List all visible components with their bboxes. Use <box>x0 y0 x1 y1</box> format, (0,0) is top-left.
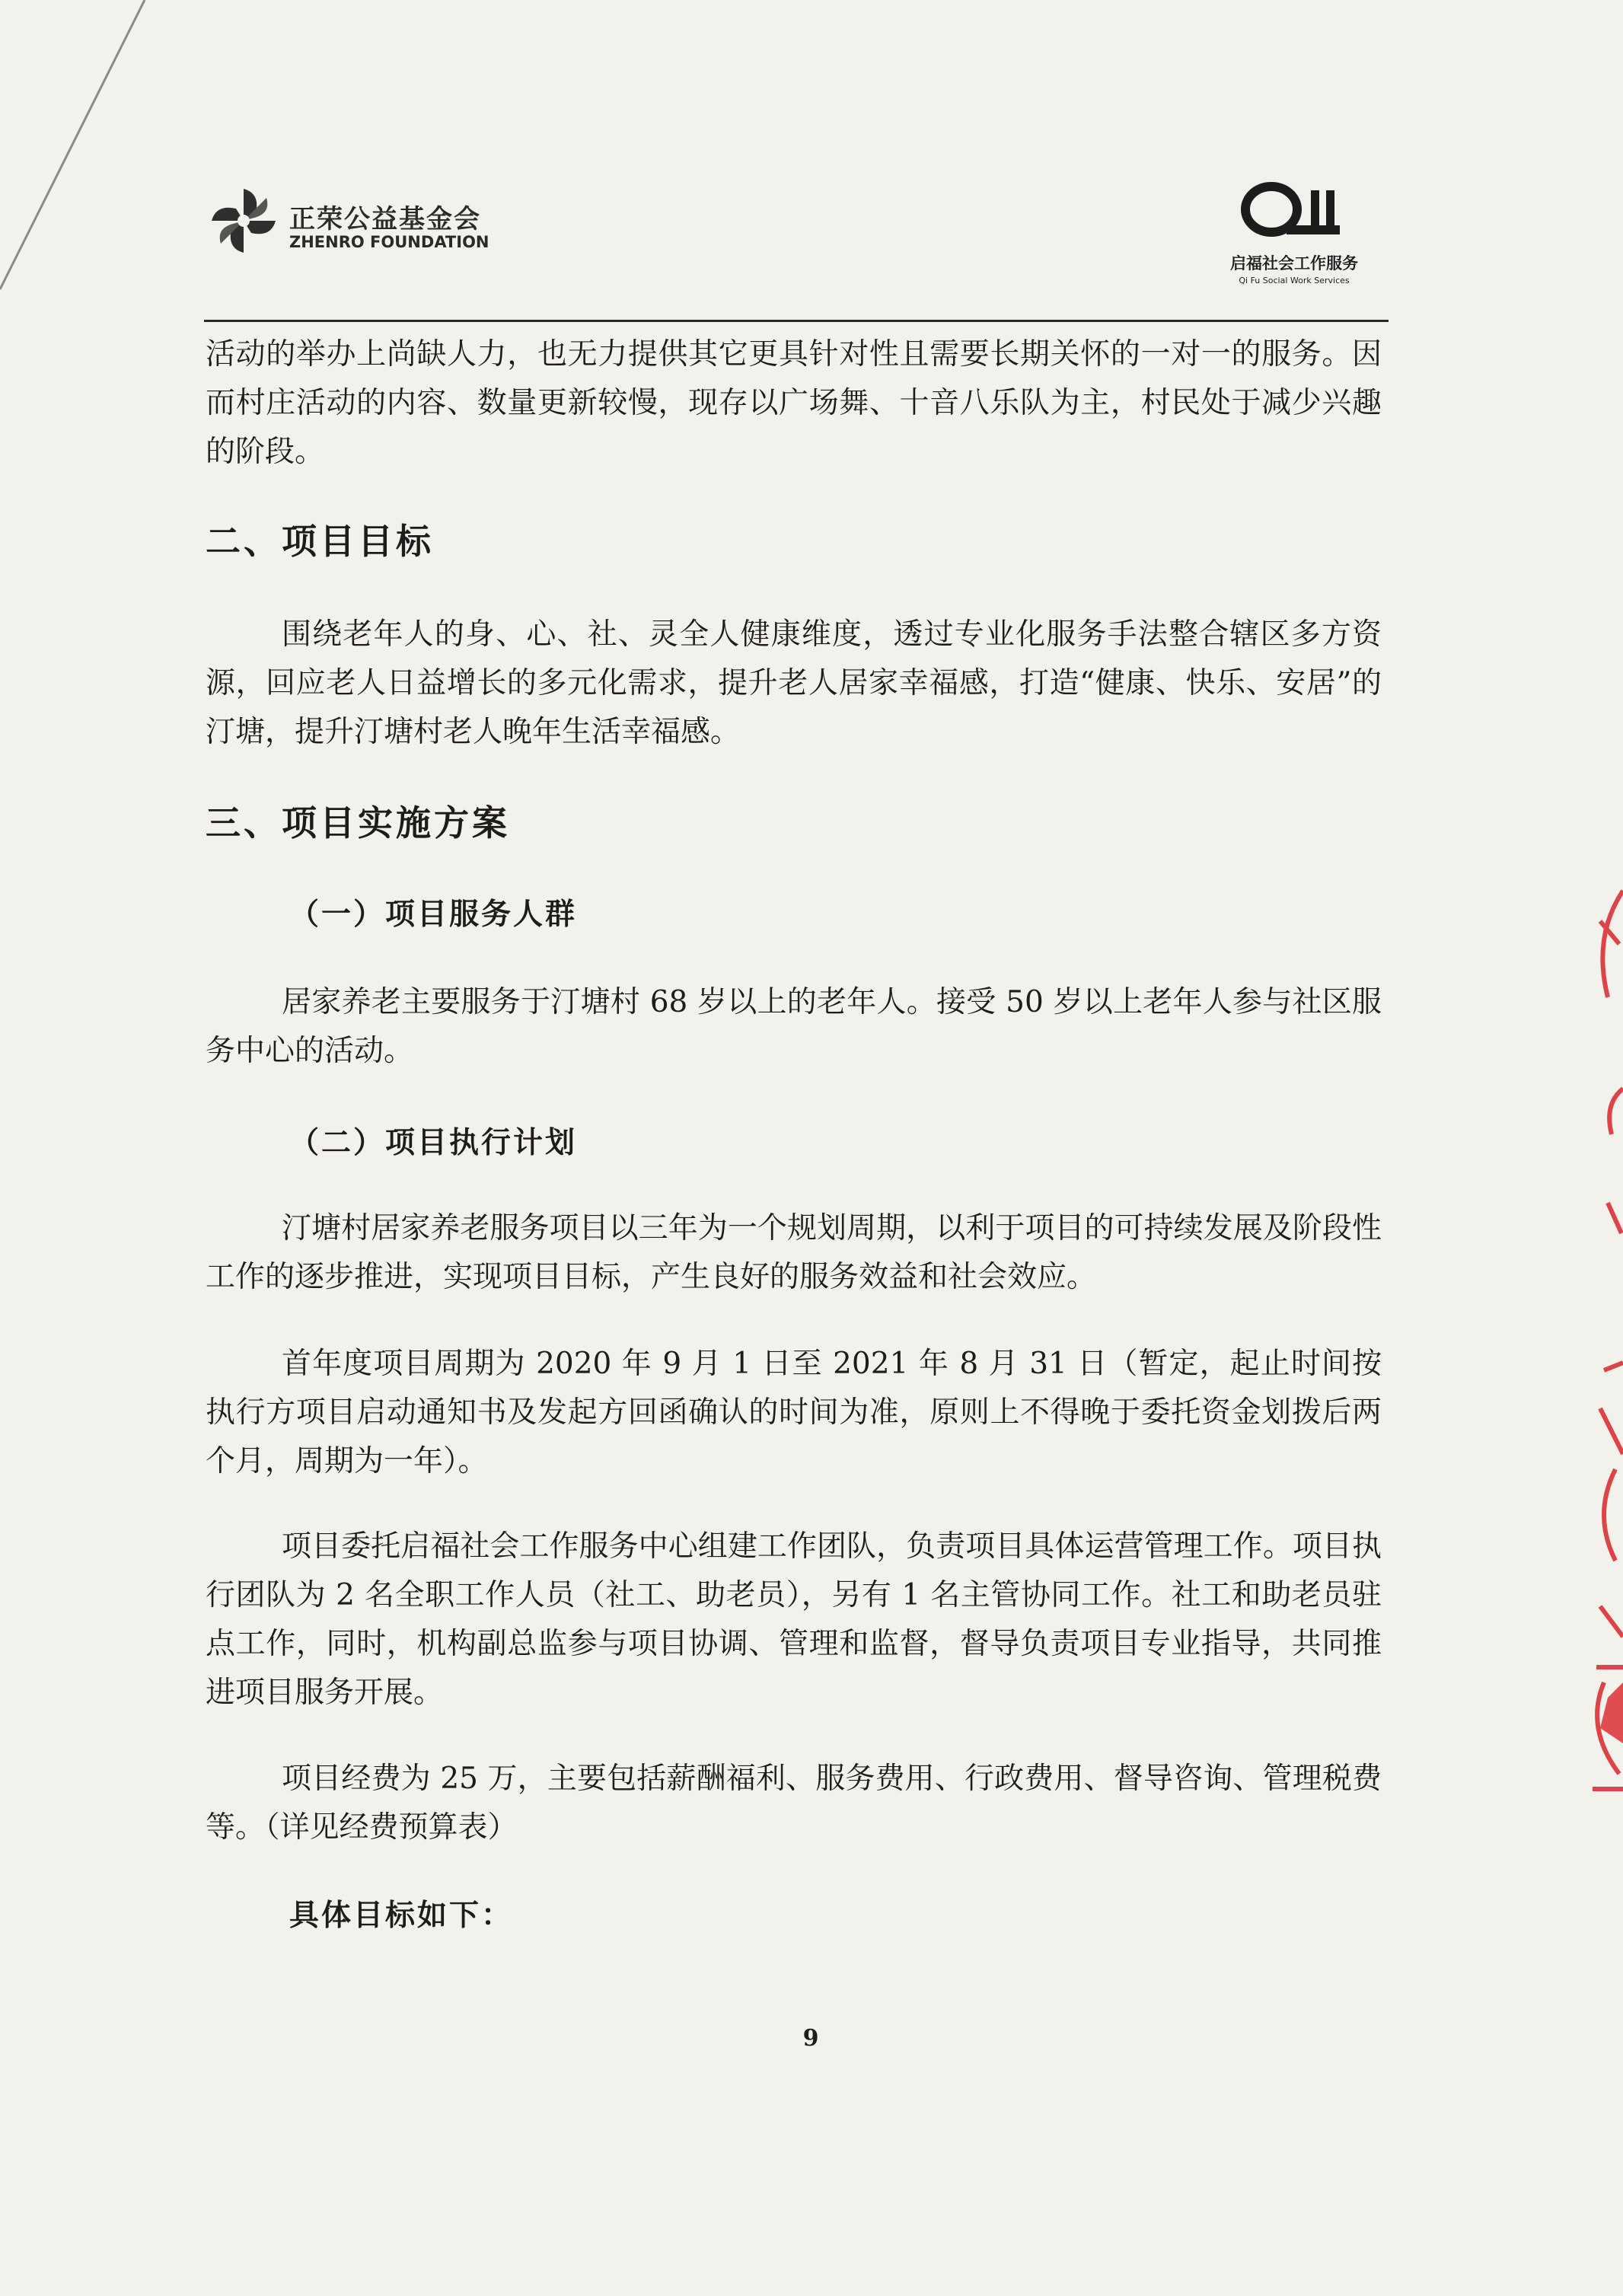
foundation-name-cn: 正荣公益基金会 <box>289 204 481 234</box>
section-2-paragraph: 围绕老年人的身、心、社、灵全人健康维度，透过专业化服务手法整合辖区多方资源，回应老人日益增长的多元化需求，提升老人居家幸福感，打造“健康、快乐、安居”的汀塘，提升汀塘村老人晚年生活幸福感。 <box>206 617 1382 749</box>
subsection-1-paragraph: 居家养老主要服务于汀塘村 68 岁以上的老年人。接受 50 岁以上老年人参与社区服务中心的活动。 <box>206 985 1382 1068</box>
section-2-heading: 二、项目目标 <box>206 521 434 562</box>
qifu-name-cn: 启福社会工作服务 <box>1230 254 1358 273</box>
subsection-2-heading: （二）项目执行计划 <box>289 1125 578 1160</box>
scan-edge-line <box>0 0 167 305</box>
qifu-logo <box>1188 175 1385 320</box>
plan-paragraph-3: 项目委托启福社会工作服务中心组建工作团队，负责项目具体运营管理工作。项目执行团队为 2 名全职工作人员（社工、助老员），另有 1 名主管协同工作。社工和助老员驻点工作，同时，机构副总监参与项目协调、管理和监督，督导负责项目专业指导，共同推进项目服务开展。 <box>206 1529 1382 1710</box>
pinwheel-icon <box>206 183 282 259</box>
page-header <box>206 175 1385 320</box>
subsection-1-heading: （一）项目服务人群 <box>289 897 578 932</box>
header-divider <box>204 320 1389 322</box>
red-seal-stamp <box>1577 875 1623 1865</box>
plan-paragraph-2: 首年度项目周期为 2020 年 9 月 1 日至 2021 年 8 月 31 日（暂定，起止时间按执行方项目启动通知书及发起方回函确认的时间为准，原则上不得晚于委托资金划拨后两个月，周期为一年）。 <box>206 1347 1382 1478</box>
qifu-name-en: Qi Fu Social Work Services <box>1239 276 1350 285</box>
qf-mark-icon <box>1241 175 1347 244</box>
plan-paragraph-1: 汀塘村居家养老服务项目以三年为一个规划周期，以利于项目的可持续发展及阶段性工作的逐步推进，实现项目目标，产生良好的服务效益和社会效应。 <box>206 1211 1382 1294</box>
targets-label: 具体目标如下： <box>289 1898 514 1933</box>
page-number: 9 <box>802 2025 819 2052</box>
intro-paragraph: 活动的举办上尚缺人力，也无力提供其它更具针对性且需要长期关怀的一对一的服务。因而村庄活动的内容、数量更新较慢，现存以广场舞、十音八乐队为主，村民处于减少兴趣的阶段。 <box>206 337 1382 469</box>
section-3-heading: 三、项目实施方案 <box>206 802 510 843</box>
zhenro-foundation-logo <box>206 183 525 266</box>
foundation-name-en: ZHENRO FOUNDATION <box>289 233 489 251</box>
plan-paragraph-4: 项目经费为 25 万，主要包括薪酬福利、服务费用、行政费用、督导咨询、管理税费等。（详见经费预算表） <box>206 1762 1382 1845</box>
